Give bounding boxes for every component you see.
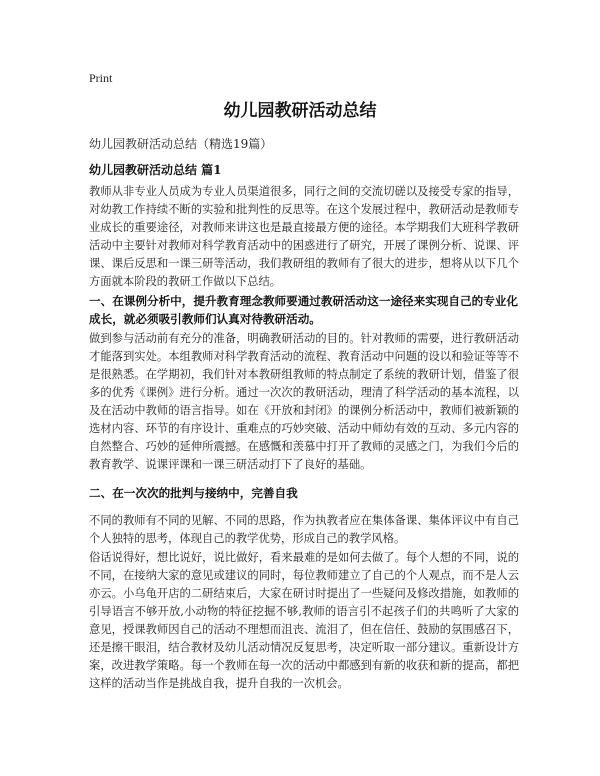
page-title: 幼儿园教研活动总结: [223, 101, 377, 121]
print-link[interactable]: Print: [89, 71, 113, 85]
section-title: 幼儿园教研活动总结 篇1: [89, 163, 222, 177]
paragraph-3: 俗话说得好，想比说好，说比做好，看来最难的是如何去做了。每个人想的不同，说的不同，在接纳大家的意见或建议的同时，每位教师建立了自己的个人观点，而不是人云亦云。小乌龟开店的二研结束后，大家在研讨时提出了一些疑问及修改措施，如教师的引导语言不够开放,小动物的特征挖掘不够,教师的语言引不起孩子们的共鸣听了大家的意见，授课教师因自己的活动不理想而沮丧、流泪了，但在信任、鼓励的氛围感召下，还是擦干眼泪，结合教材及幼儿活动情况反复思考，决定听取一部分建议。重新设计方案，改进教学策略。每一个教师在每一次的活动中都感到有新的收获和新的提高，都把这样的活动当作是挑战自我，提升自我的一次机会。: [89, 551, 519, 690]
heading-2: 二、在一次次的批判与接纳中，完善自我: [89, 486, 298, 500]
paragraph-2: 不同的教师有不同的见解、不同的思路，作为执教者应在集体备课、集体评议中有自己个人独特的思考，体现自己的教学优势，形成自己的教学风格。: [89, 514, 519, 545]
heading-1: 一、在课例分析中，提升教育理念教师要通过教研活动这一途径来实现自己的专业化成长，就必须吸引教师们认真对待教研活动。: [89, 294, 518, 326]
subtitle: 幼儿园教研活动总结（精选19篇）: [89, 137, 273, 151]
paragraph-1: 做到参与活动前有充分的准备，明确教研活动的目的。针对教师的需要，进行教研活动才能落到实处。本组教师对科学教育活动的流程、教育活动中问题的设以和验证等等不是很熟悉。在学期初，我们针对本教研组教师的特点制定了系统的教研计划，借鉴了很多的优秀《课例》进行分析。通过一次次的教研活动，理清了科学活动的基本流程，以及在活动中教师的语言指导。如在《开放和封闭》的课例分析活动中，教师们被新颖的选材内容、环节的有序设计、重难点的巧妙突破、活动中师幼有效的互动、多元内容的自然整合、巧妙的延伸所震撼。在感慨和羡慕中打开了教师的灵感之门，为我们今后的教育教学、说课评课和一课三研活动打下了良好的基础。: [89, 332, 519, 471]
intro-paragraph: 教师从非专业人员成为专业人员渠道很多，同行之间的交流切磋以及接受专家的指导，对幼教工作持续不断的实验和批判性的反思等。在这个发展过程中，教研活动是教师专业成长的重要途径，对教师来讲这也是最直接最方便的途径。本学期我们大班科学教研活动中主要针对教师对科学教育活动中的困惑进行了研究，开展了课例分析、说课、评课、课后反思和一课三研等活动，我们教研组的教师有了很大的进步，想将从以下几个方面就本阶段的教研工作做以下总结。: [89, 185, 519, 288]
